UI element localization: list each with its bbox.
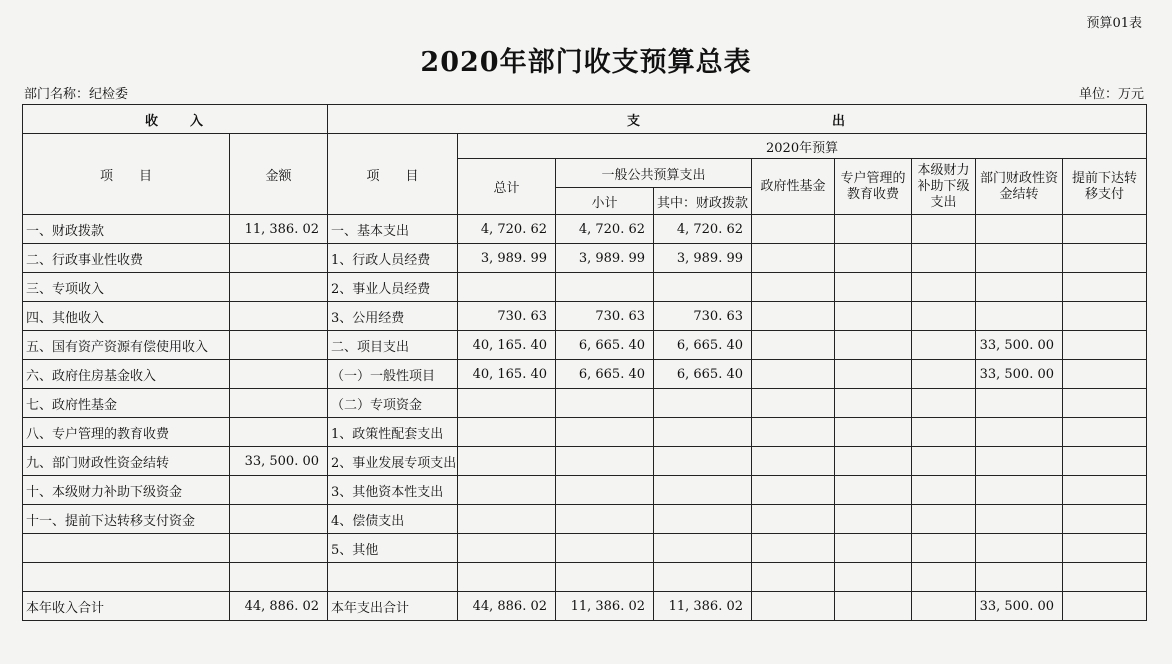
income-item-cell: 十一、提前下达转移支付资金: [23, 505, 230, 534]
gov-fund-cell: [752, 302, 835, 331]
transfer-cell: [1063, 244, 1147, 273]
of-which-cell: [654, 563, 752, 592]
table-row: [23, 215, 1147, 244]
subsidy-cell: [912, 505, 976, 534]
income-item-cell: 六、政府住房基金收入: [23, 360, 230, 389]
total-cell: [458, 447, 556, 476]
subtotal-cell: [556, 389, 654, 418]
total-cell: [458, 389, 556, 418]
gov-fund-cell: [752, 534, 835, 563]
expenditure-item-cell: 1、行政人员经费: [328, 244, 458, 273]
gov-fund-cell: [752, 331, 835, 360]
expenditure-header-left: 支: [627, 113, 643, 129]
income-item-cell: [23, 563, 230, 592]
gov-fund-cell: [752, 418, 835, 447]
income-item-cell: 七、政府性基金: [23, 389, 230, 418]
expenditure-item-cell: 二、项目支出: [328, 331, 458, 360]
expenditure-header-right: 出: [832, 113, 848, 129]
income-amount-cell: [230, 389, 328, 418]
total-cell: [458, 563, 556, 592]
expenditure-item-cell: （一）一般性项目: [328, 360, 458, 389]
income-item-cell: 三、专项收入: [23, 273, 230, 302]
transfer-cell: [1063, 505, 1147, 534]
carryover-cell: [976, 534, 1063, 563]
table-row: [23, 447, 1147, 476]
income-header: 收 入: [23, 105, 328, 134]
table-row: [23, 389, 1147, 418]
subsidy-cell: [912, 302, 976, 331]
income-amount-cell: 44, 886. 02: [230, 592, 328, 621]
of-which-cell: 6, 665. 40: [654, 331, 752, 360]
subtotal-cell: 3, 989. 99: [556, 244, 654, 273]
of-which-cell: 11, 386. 02: [654, 592, 752, 621]
gov-fund-cell: [752, 389, 835, 418]
subtotal-cell: [556, 447, 654, 476]
table-row: [23, 360, 1147, 389]
department-label: 部门名称：纪检委: [24, 87, 129, 102]
of-which-cell: [654, 534, 752, 563]
gov-fund-cell: [752, 447, 835, 476]
income-amount-cell: [230, 563, 328, 592]
income-item-cell: 二、行政事业性收费: [23, 244, 230, 273]
income-item-cell: 一、财政拨款: [23, 215, 230, 244]
gov-fund-cell: [752, 215, 835, 244]
edu-fee-cell: [835, 360, 912, 389]
carryover-cell: [976, 273, 1063, 302]
subsidy-header: 本级财力补助下级支出: [912, 159, 976, 215]
transfer-cell: [1063, 534, 1147, 563]
budget-table: [22, 104, 1147, 621]
transfer-cell: [1063, 389, 1147, 418]
table-row: [23, 302, 1147, 331]
income-item-cell: 九、部门财政性资金结转: [23, 447, 230, 476]
subtotal-cell: [556, 273, 654, 302]
transfer-cell: [1063, 331, 1147, 360]
edu-fee-cell: [835, 534, 912, 563]
of-which-cell: 4, 720. 62: [654, 215, 752, 244]
edu-fee-cell: [835, 215, 912, 244]
subsidy-cell: [912, 418, 976, 447]
table-row: [23, 563, 1147, 592]
income-amount-cell: 11, 386. 02: [230, 215, 328, 244]
expenditure-item-cell: 5、其他: [328, 534, 458, 563]
subtotal-cell: [556, 534, 654, 563]
subsidy-cell: [912, 592, 976, 621]
income-amount-cell: [230, 505, 328, 534]
income-amount-cell: [230, 534, 328, 563]
carryover-cell: [976, 389, 1063, 418]
subtotal-cell: 730. 63: [556, 302, 654, 331]
of-which-cell: [654, 505, 752, 534]
edu-fee-cell: [835, 273, 912, 302]
income-amount-cell: [230, 331, 328, 360]
of-which-cell: 3, 989. 99: [654, 244, 752, 273]
transfer-cell: [1063, 476, 1147, 505]
of-which-cell: [654, 447, 752, 476]
transfer-cell: [1063, 273, 1147, 302]
table-row: [23, 273, 1147, 302]
subsidy-cell: [912, 331, 976, 360]
total-cell: 44, 886. 02: [458, 592, 556, 621]
edu-fee-cell: [835, 505, 912, 534]
transfer-cell: [1063, 360, 1147, 389]
expenditure-item-cell: 3、其他资本性支出: [328, 476, 458, 505]
expenditure-item-cell: 4、偿债支出: [328, 505, 458, 534]
transfer-cell: [1063, 215, 1147, 244]
gov-fund-cell: [752, 505, 835, 534]
carryover-cell: [976, 476, 1063, 505]
income-amount-cell: 33, 500. 00: [230, 447, 328, 476]
subsidy-cell: [912, 476, 976, 505]
general-budget-header: 一般公共预算支出: [556, 159, 752, 188]
subsidy-cell: [912, 215, 976, 244]
of-which-cell: [654, 418, 752, 447]
total-cell: 4, 720. 62: [458, 215, 556, 244]
carryover-cell: 33, 500. 00: [976, 592, 1063, 621]
income-amount-cell: [230, 360, 328, 389]
table-row: [23, 476, 1147, 505]
subtotal-cell: [556, 563, 654, 592]
expenditure-item-cell: [328, 563, 458, 592]
edu-fee-cell: [835, 418, 912, 447]
carryover-cell: 33, 500. 00: [976, 360, 1063, 389]
total-cell: [458, 505, 556, 534]
transfer-cell: [1063, 302, 1147, 331]
edu-fee-cell: [835, 244, 912, 273]
carryover-cell: [976, 244, 1063, 273]
income-item-cell: 八、专户管理的教育收费: [23, 418, 230, 447]
of-which-cell: [654, 389, 752, 418]
total-cell: 3, 989. 99: [458, 244, 556, 273]
income-item-header: 项 目: [23, 134, 230, 215]
total-cell: [458, 418, 556, 447]
subsidy-cell: [912, 563, 976, 592]
subtotal-cell: [556, 418, 654, 447]
subsidy-cell: [912, 273, 976, 302]
edu-fee-cell: [835, 563, 912, 592]
unit-label: 单位：万元: [1078, 87, 1144, 102]
income-amount-cell: [230, 273, 328, 302]
income-item-cell: 本年收入合计: [23, 592, 230, 621]
table-row: [23, 418, 1147, 447]
of-which-cell: 730. 63: [654, 302, 752, 331]
table-row: [23, 534, 1147, 563]
edu-fee-cell: [835, 476, 912, 505]
gov-fund-cell: [752, 273, 835, 302]
table-row: [23, 505, 1147, 534]
edu-fee-cell: [835, 302, 912, 331]
of-which-cell: 6, 665. 40: [654, 360, 752, 389]
gov-fund-cell: [752, 476, 835, 505]
gov-fund-cell: [752, 244, 835, 273]
expenditure-item-cell: 1、政策性配套支出: [328, 418, 458, 447]
table-row: [23, 331, 1147, 360]
form-number: 预算01表: [1086, 16, 1142, 31]
expenditure-header: [328, 105, 1147, 134]
income-amount-cell: [230, 244, 328, 273]
edu-fee-cell: [835, 447, 912, 476]
transfer-cell: [1063, 592, 1147, 621]
subtotal-header: 小计: [556, 188, 654, 215]
subtotal-cell: 6, 665. 40: [556, 331, 654, 360]
carryover-cell: [976, 563, 1063, 592]
transfer-cell: [1063, 563, 1147, 592]
total-cell: 730. 63: [458, 302, 556, 331]
carryover-cell: [976, 447, 1063, 476]
carryover-cell: [976, 418, 1063, 447]
carryover-cell: [976, 215, 1063, 244]
income-amount-cell: [230, 418, 328, 447]
income-item-cell: 五、国有资产资源有偿使用收入: [23, 331, 230, 360]
expenditure-item-cell: 3、公用经费: [328, 302, 458, 331]
edu-fee-cell: [835, 331, 912, 360]
income-amount-cell: [230, 476, 328, 505]
gov-fund-header: 政府性基金: [752, 159, 835, 215]
table-row: [23, 592, 1147, 621]
total-cell: [458, 273, 556, 302]
subsidy-cell: [912, 534, 976, 563]
total-cell: 40, 165. 40: [458, 360, 556, 389]
income-item-cell: 四、其他收入: [23, 302, 230, 331]
subtotal-cell: [556, 476, 654, 505]
edu-fee-header: 专户管理的教育收费: [835, 159, 912, 215]
income-item-cell: [23, 534, 230, 563]
transfer-cell: [1063, 447, 1147, 476]
total-cell: 40, 165. 40: [458, 331, 556, 360]
total-cell: [458, 476, 556, 505]
edu-fee-cell: [835, 592, 912, 621]
expenditure-item-cell: 2、事业人员经费: [328, 273, 458, 302]
expenditure-item-cell: （二）专项资金: [328, 389, 458, 418]
carryover-cell: [976, 505, 1063, 534]
edu-fee-cell: [835, 389, 912, 418]
carryover-cell: [976, 302, 1063, 331]
subsidy-cell: [912, 447, 976, 476]
table-row: [23, 244, 1147, 273]
expenditure-item-cell: 本年支出合计: [328, 592, 458, 621]
of-which-cell: [654, 476, 752, 505]
page-title: 2020年部门收支预算总表: [420, 47, 752, 78]
gov-fund-cell: [752, 360, 835, 389]
expenditure-item-cell: 2、事业发展专项支出: [328, 447, 458, 476]
carryover-cell: 33, 500. 00: [976, 331, 1063, 360]
budget-year-header: 2020年预算: [458, 134, 1147, 159]
subsidy-cell: [912, 244, 976, 273]
carryover-header: 部门财政性资金结转: [976, 159, 1063, 215]
expenditure-item-cell: 一、基本支出: [328, 215, 458, 244]
income-amount-header: 金额: [230, 134, 328, 215]
gov-fund-cell: [752, 563, 835, 592]
subsidy-cell: [912, 389, 976, 418]
subtotal-cell: [556, 505, 654, 534]
subtotal-cell: 11, 386. 02: [556, 592, 654, 621]
transfer-cell: [1063, 418, 1147, 447]
income-amount-cell: [230, 302, 328, 331]
transfer-header: 提前下达转移支付: [1063, 159, 1147, 215]
subtotal-cell: 6, 665. 40: [556, 360, 654, 389]
expenditure-item-header: 项 目: [328, 134, 458, 215]
subtotal-cell: 4, 720. 62: [556, 215, 654, 244]
total-header: 总计: [458, 159, 556, 215]
subsidy-cell: [912, 360, 976, 389]
of-which-cell: [654, 273, 752, 302]
income-item-cell: 十、本级财力补助下级资金: [23, 476, 230, 505]
total-cell: [458, 534, 556, 563]
of-which-header: 其中：财政拨款: [654, 188, 752, 215]
gov-fund-cell: [752, 592, 835, 621]
